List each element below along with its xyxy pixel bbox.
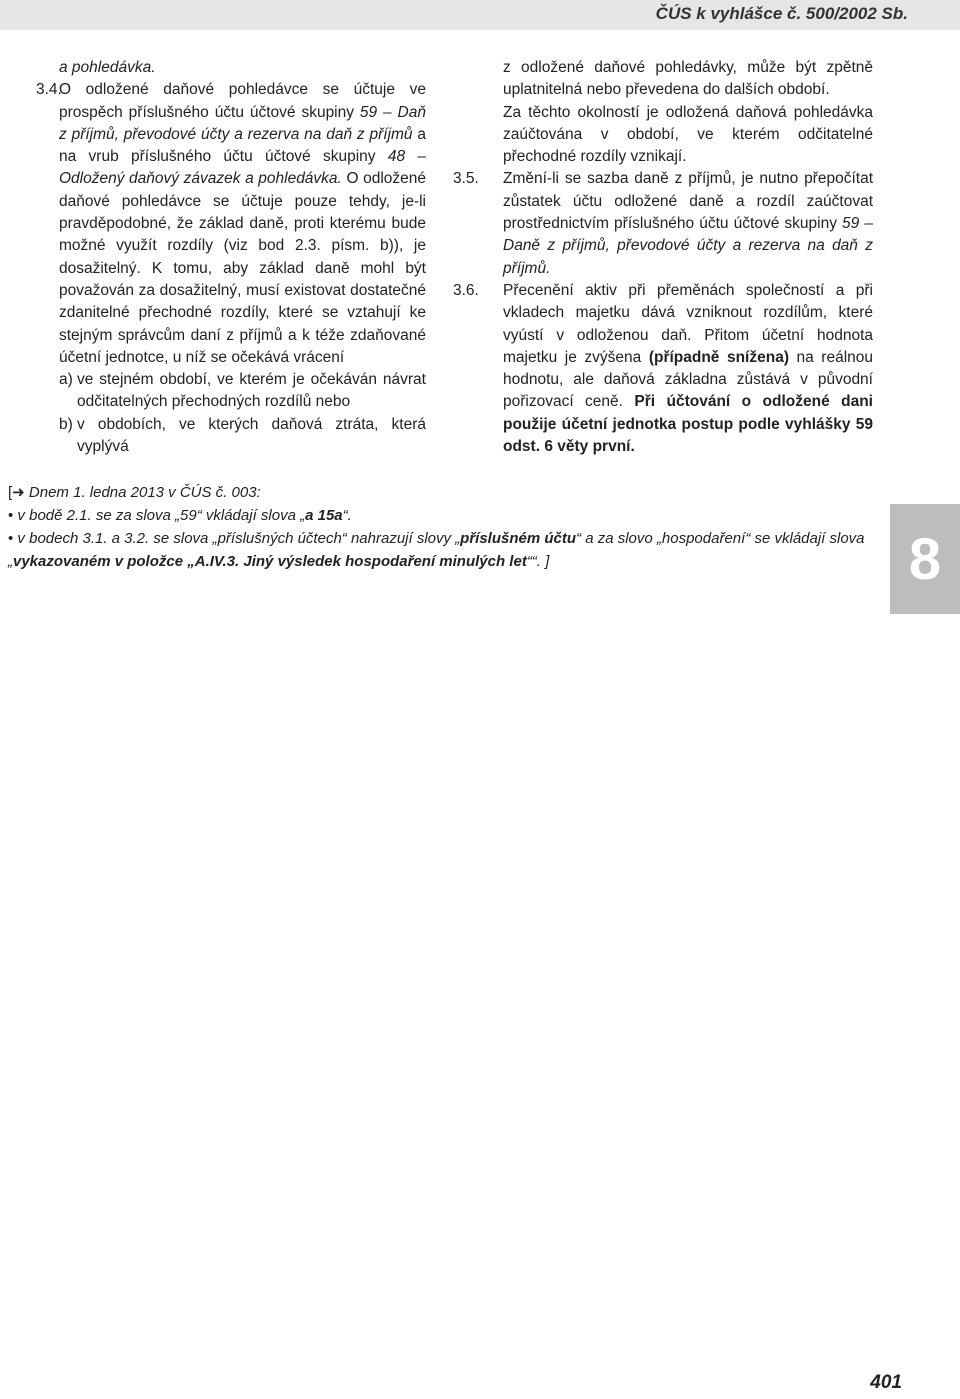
amendment-note [8,481,883,573]
sub-item-a: a) ve stejném období, ve kterém je očekáván návrat odčitatelných přechodných rozdílů nebo [59,371,426,411]
item-3-4: 3.4. O odložené daňové pohledávce se účtuje ve prospěch příslušného účtu účtové skupiny 59 – Daň z příjmů, převodové účty a rezerva na daň z příjmů a na vrub příslušného účtu účtové skupiny 48 – Odložený daňový závazek a pohledávka. O odložené daňové pohledávce se účtuje pouze tehdy, je-li pravděpodobné, že základ daně, proti kterému bude možné využít rozdíly (viz bod 2.3. písm. b)), je dosažitelný. K tomu, aby základ daně mohl být považován za dosažitelný, musí existovat dostatečné zdanitelné přechodné rozdíly, které se vztahují ke stejným správcům daní z příjmů a k téže zdaňované účetní jednotce, u níž se očekává vrácení [36,81,427,366]
header-title: ČÚS k vyhlášce č. 500/2002 Sb. [655,4,908,23]
amendment-line-2: • v bodě 2.1. se za slova „59“ vkládají slova „a 15a“. [8,507,352,524]
right-column [453,57,873,458]
arrow-right-icon: ➜ [12,484,25,501]
left-column [36,57,426,458]
amendment-line-1: [➜ Dnem 1. ledna 2013 v ČÚS č. 003: [8,484,261,501]
amendment-line-3: • v bodech 3.1. a 3.2. se slova „příslušných účtech“ nahrazují slovy „příslušném účtu“ a za slovo „hospodaření“ se vkládají slova „vykazovaném v položce „A.IV.3. Jiný výsledek hospodaření minulých let““. ] [8,530,865,570]
item-3-6-number: 3.6. [453,281,479,299]
continuation-paragraph-2: Za těchto okolností je odložená daňová pohledávka zaúčtována v období, ve kterém odčitatelné přechodné rozdíly vznikají. [503,103,873,166]
sub-item-b: b) v obdobích, ve kterých daňová ztráta, která vyplývá [59,415,426,456]
bullet-icon: • [8,507,14,524]
item-3-4-number: 3.4. [36,81,62,99]
page-number: 401 [870,1372,902,1393]
item-3-5: 3.5. Změní-li se sazba daně z příjmů, je nutno přepočítat zůstatek účtu odložené daně a rozdíl zaúčtovat prostřednictvím příslušného účtu účtové skupiny 59 – Daně z příjmů, převodové účty a rezerva na daň z příjmů. [453,170,873,277]
chapter-number: 8 [908,526,942,592]
continuation-paragraph: z odložené daňové pohledávky, může být zpětně uplatnitelná nebo převedena do dalších období. [503,59,873,99]
chapter-tab [890,504,960,614]
sub-list [36,369,426,458]
item-3-5-number: 3.5. [453,170,479,188]
bullet-icon: • [8,530,14,547]
header-bar [0,0,960,30]
intro-fragment: a pohledávka. [59,59,156,76]
item-3-6: 3.6. Přecenění aktiv při přeměnách společností a při vkladech majetku dává vzniknout rozdílům, které vyústí v odloženou daň. Přitom účetní hodnota majetku je zvýšena (případně snížena) na reálnou hodnotu, ale daňová základna zůstává v původní pořizovací ceně. Při účtování o odložené dani použije účetní jednotka postup podle vyhlášky 59 odst. 6 věty první. [453,281,874,456]
